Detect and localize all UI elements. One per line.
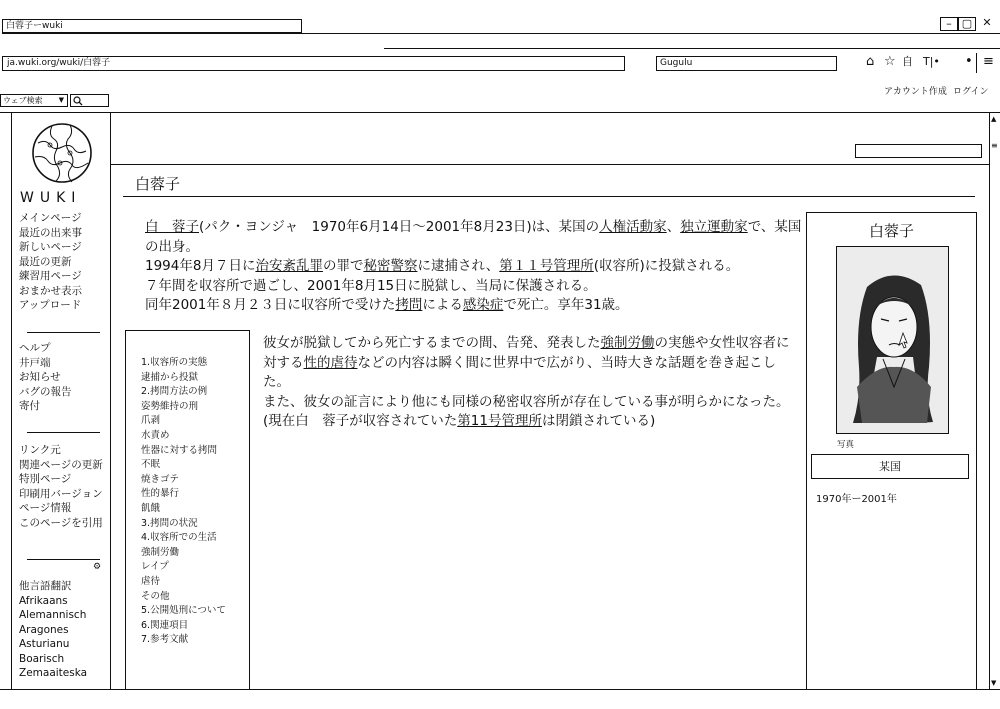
link-infection[interactable]: 感染症 — [462, 297, 504, 313]
article-search-input[interactable] — [855, 144, 982, 158]
content-header-line — [110, 164, 989, 165]
sidebar-nav-main — [19, 211, 82, 313]
language-link[interactable]: Asturianu — [19, 638, 70, 650]
sidebar-item-current-events[interactable]: 最近の出来事 — [19, 226, 82, 239]
body-text: などの内容は瞬く間に世界中で広がり、当時大きな話題を巻き起こした。 — [263, 354, 776, 390]
link-public-order-crime[interactable]: 治安紊乱罪 — [255, 258, 323, 274]
text-size-icon[interactable]: T|• — [923, 55, 940, 68]
title-bar-divider — [2, 33, 1000, 34]
site-logo-text: WUKI — [20, 190, 82, 206]
toc-item[interactable]: 逮捕から投獄 — [141, 371, 199, 383]
scroll-down-icon[interactable]: ▼ — [991, 679, 997, 687]
extension-dot-icon[interactable]: • — [965, 54, 973, 69]
sidebar-divider — [27, 559, 100, 560]
sidebar-item-village-pump[interactable]: 井戸端 — [19, 356, 51, 369]
sidebar-divider — [27, 432, 100, 433]
toc-item[interactable]: 飢餓 — [141, 502, 161, 514]
toc-item[interactable]: レイプ — [141, 561, 169, 573]
toolbar-separator — [976, 53, 977, 73]
toc-item[interactable]: 2.拷問方法の例 — [141, 386, 208, 398]
sidebar-item-upload[interactable]: アップロード — [19, 299, 82, 311]
infobox-country: 某国 — [811, 454, 969, 479]
article-intro — [145, 218, 805, 316]
sidebar-item-main-page[interactable]: メインページ — [19, 212, 82, 224]
bookmark-icon[interactable]: 自 — [902, 55, 913, 68]
toc-item[interactable]: 3.拷問の状況 — [141, 517, 198, 529]
minimize-button[interactable]: – — [940, 17, 958, 31]
article-body — [263, 334, 793, 432]
web-search-button[interactable] — [70, 94, 109, 107]
toc-item[interactable]: 強制労働 — [141, 546, 180, 558]
intro-text: で死亡。享年31歳。 — [503, 297, 629, 313]
body-text: の実態や女性収容者に対する — [263, 335, 790, 371]
window-title: 白蓉子ーwuki — [2, 19, 302, 33]
content-top-border — [0, 112, 1000, 113]
language-link[interactable]: Zemaaiteska — [19, 667, 88, 679]
scrollbar[interactable] — [989, 113, 1000, 689]
toc-item[interactable]: 7.参考文献 — [141, 634, 189, 646]
home-icon[interactable]: ⌂ — [866, 54, 875, 69]
intro-text: (パク・ヨンジャ 1970年6月14日～2001年8月23日)は、某国の — [199, 219, 600, 235]
sidebar-item-printable[interactable]: 印刷用バージョン — [19, 487, 103, 500]
sidebar-divider — [27, 332, 100, 333]
intro-text: 1994年8月７日に — [145, 258, 256, 274]
gear-icon[interactable]: ⚙ — [93, 562, 102, 572]
toc-item[interactable]: 性的暴行 — [141, 488, 180, 500]
toc-item[interactable]: 1.収容所の実態 — [141, 357, 208, 368]
sidebar-item-cite[interactable]: このページを引用 — [19, 516, 103, 529]
portrait-illustration — [837, 247, 949, 434]
link-sexual-abuse[interactable]: 性的虐待 — [303, 354, 358, 371]
puzzle-globe-logo[interactable] — [30, 121, 94, 185]
menu-icon[interactable]: ≡ — [983, 54, 994, 69]
toc-item[interactable]: 不眠 — [141, 459, 161, 471]
toc-item[interactable]: その他 — [141, 590, 170, 602]
intro-text: (収容所)に投獄される。 — [593, 258, 740, 274]
page-title: 白蓉子 — [135, 175, 181, 193]
link-independence-activist[interactable]: 独立運動家 — [680, 219, 748, 235]
sidebar-nav-help — [19, 341, 72, 414]
intro-text: ７年間を収容所で過ごし、2001年8月15日に脱獄し、当局に保護される。 — [145, 277, 597, 294]
sidebar-item-related-changes[interactable]: 関連ページの更新 — [19, 458, 103, 471]
chevron-down-icon: ▼ — [58, 96, 64, 104]
sidebar-item-page-info[interactable]: ページ情報 — [19, 502, 72, 514]
intro-text: に逮捕され、 — [417, 258, 500, 274]
infobox-years: 1970年ー2001年 — [816, 494, 897, 505]
languages-title: 他言語翻訳 — [19, 580, 72, 592]
toc-item[interactable]: 6.関連項目 — [141, 619, 189, 631]
language-link[interactable]: Aragones — [19, 623, 69, 636]
photo-caption: 写真 — [837, 440, 855, 450]
sidebar-item-sandbox[interactable]: 練習用ページ — [19, 270, 82, 282]
sidebar-item-notices[interactable]: お知らせ — [19, 371, 61, 383]
portrait-photo — [836, 246, 949, 434]
intro-text: で、某国の出身。 — [145, 219, 802, 255]
link-human-rights-activist[interactable]: 人権活動家 — [599, 219, 667, 235]
intro-text: の罪で — [322, 258, 364, 274]
sidebar-languages — [19, 579, 87, 681]
toc-item[interactable]: 水責め — [141, 429, 170, 441]
toc-item[interactable]: 焼きゴテ — [141, 473, 180, 485]
link-forced-labor[interactable]: 強制労働 — [600, 335, 655, 351]
intro-text: 同年2001年８月２３日に収容所で受けた — [145, 297, 396, 313]
login-link[interactable]: ログイン — [953, 87, 989, 97]
link-torture[interactable]: 拷問 — [395, 297, 423, 313]
sidebar-border — [110, 113, 111, 689]
language-link[interactable]: Afrikaans — [19, 594, 68, 607]
toc-item[interactable]: 性器に対する拷問 — [141, 444, 218, 456]
infobox-title: 白蓉子 — [868, 222, 914, 240]
link-camp-11[interactable]: 第11号管理所 — [457, 413, 542, 429]
restore-button[interactable]: ▢ — [958, 17, 976, 31]
sidebar-item-donate[interactable]: 寄付 — [19, 400, 40, 412]
toc-item[interactable]: 爪剥 — [141, 415, 161, 427]
web-search-select[interactable] — [0, 94, 68, 107]
toc-list — [141, 356, 226, 648]
toolbar-divider — [384, 48, 1000, 49]
body-text: 彼女が脱獄してから死亡するまでの間、告発、発表した — [263, 335, 601, 351]
toc-item[interactable]: 4.収容所での生活 — [141, 532, 217, 544]
link-secret-police[interactable]: 秘密警察 — [363, 258, 418, 274]
intro-text: による — [422, 297, 463, 313]
scroll-up-icon[interactable]: ▲ — [991, 115, 997, 123]
toc-item[interactable]: 虐待 — [141, 575, 161, 587]
sidebar-item-special-pages[interactable]: 特別ページ — [19, 473, 72, 485]
sidebar-item-what-links-here[interactable]: リンク元 — [19, 444, 61, 456]
address-bar[interactable]: ja.wuki.org/wuki/白蓉子 — [2, 56, 625, 71]
sidebar-nav-tools — [19, 443, 103, 530]
sidebar-item-random[interactable]: おまかせ表示 — [19, 284, 82, 297]
intro-text: 、 — [666, 219, 681, 235]
search-icon — [73, 96, 83, 106]
star-icon[interactable]: ☆ — [884, 54, 896, 69]
left-frame-border — [11, 113, 12, 689]
sidebar-item-recent-changes[interactable]: 最近の更新 — [19, 255, 72, 268]
toc-item[interactable]: 5.公開処刑について — [141, 605, 226, 617]
sidebar-item-bug-report[interactable]: バグの報告 — [19, 385, 72, 398]
browser-search-input[interactable]: Gugulu — [656, 56, 837, 71]
subject-name: 白 蓉子 — [145, 219, 199, 235]
scroll-grip-icon[interactable]: ≡ — [991, 141, 998, 150]
create-account-link[interactable]: アカウント作成 — [884, 87, 947, 97]
link-camp-11[interactable]: 第１１号管理所 — [499, 258, 594, 274]
body-text: また、彼女の証言により他にも同様の秘密収容所が存在している事が明らかになった。(現在白 蓉子が収容されていた — [263, 393, 790, 429]
language-link[interactable]: Boarisch — [19, 652, 65, 665]
web-search-select-label: ウェブ検索 — [3, 96, 43, 105]
sidebar-item-help[interactable]: ヘルプ — [19, 342, 51, 354]
sidebar-item-new-pages[interactable]: 新しいページ — [19, 241, 82, 253]
title-underline — [123, 196, 975, 197]
close-button[interactable]: ✕ — [982, 16, 992, 29]
body-text: は閉鎖されている) — [541, 413, 656, 429]
language-link[interactable]: Alemannisch — [19, 609, 87, 621]
toc-item[interactable]: 姿勢維持の刑 — [141, 400, 199, 412]
